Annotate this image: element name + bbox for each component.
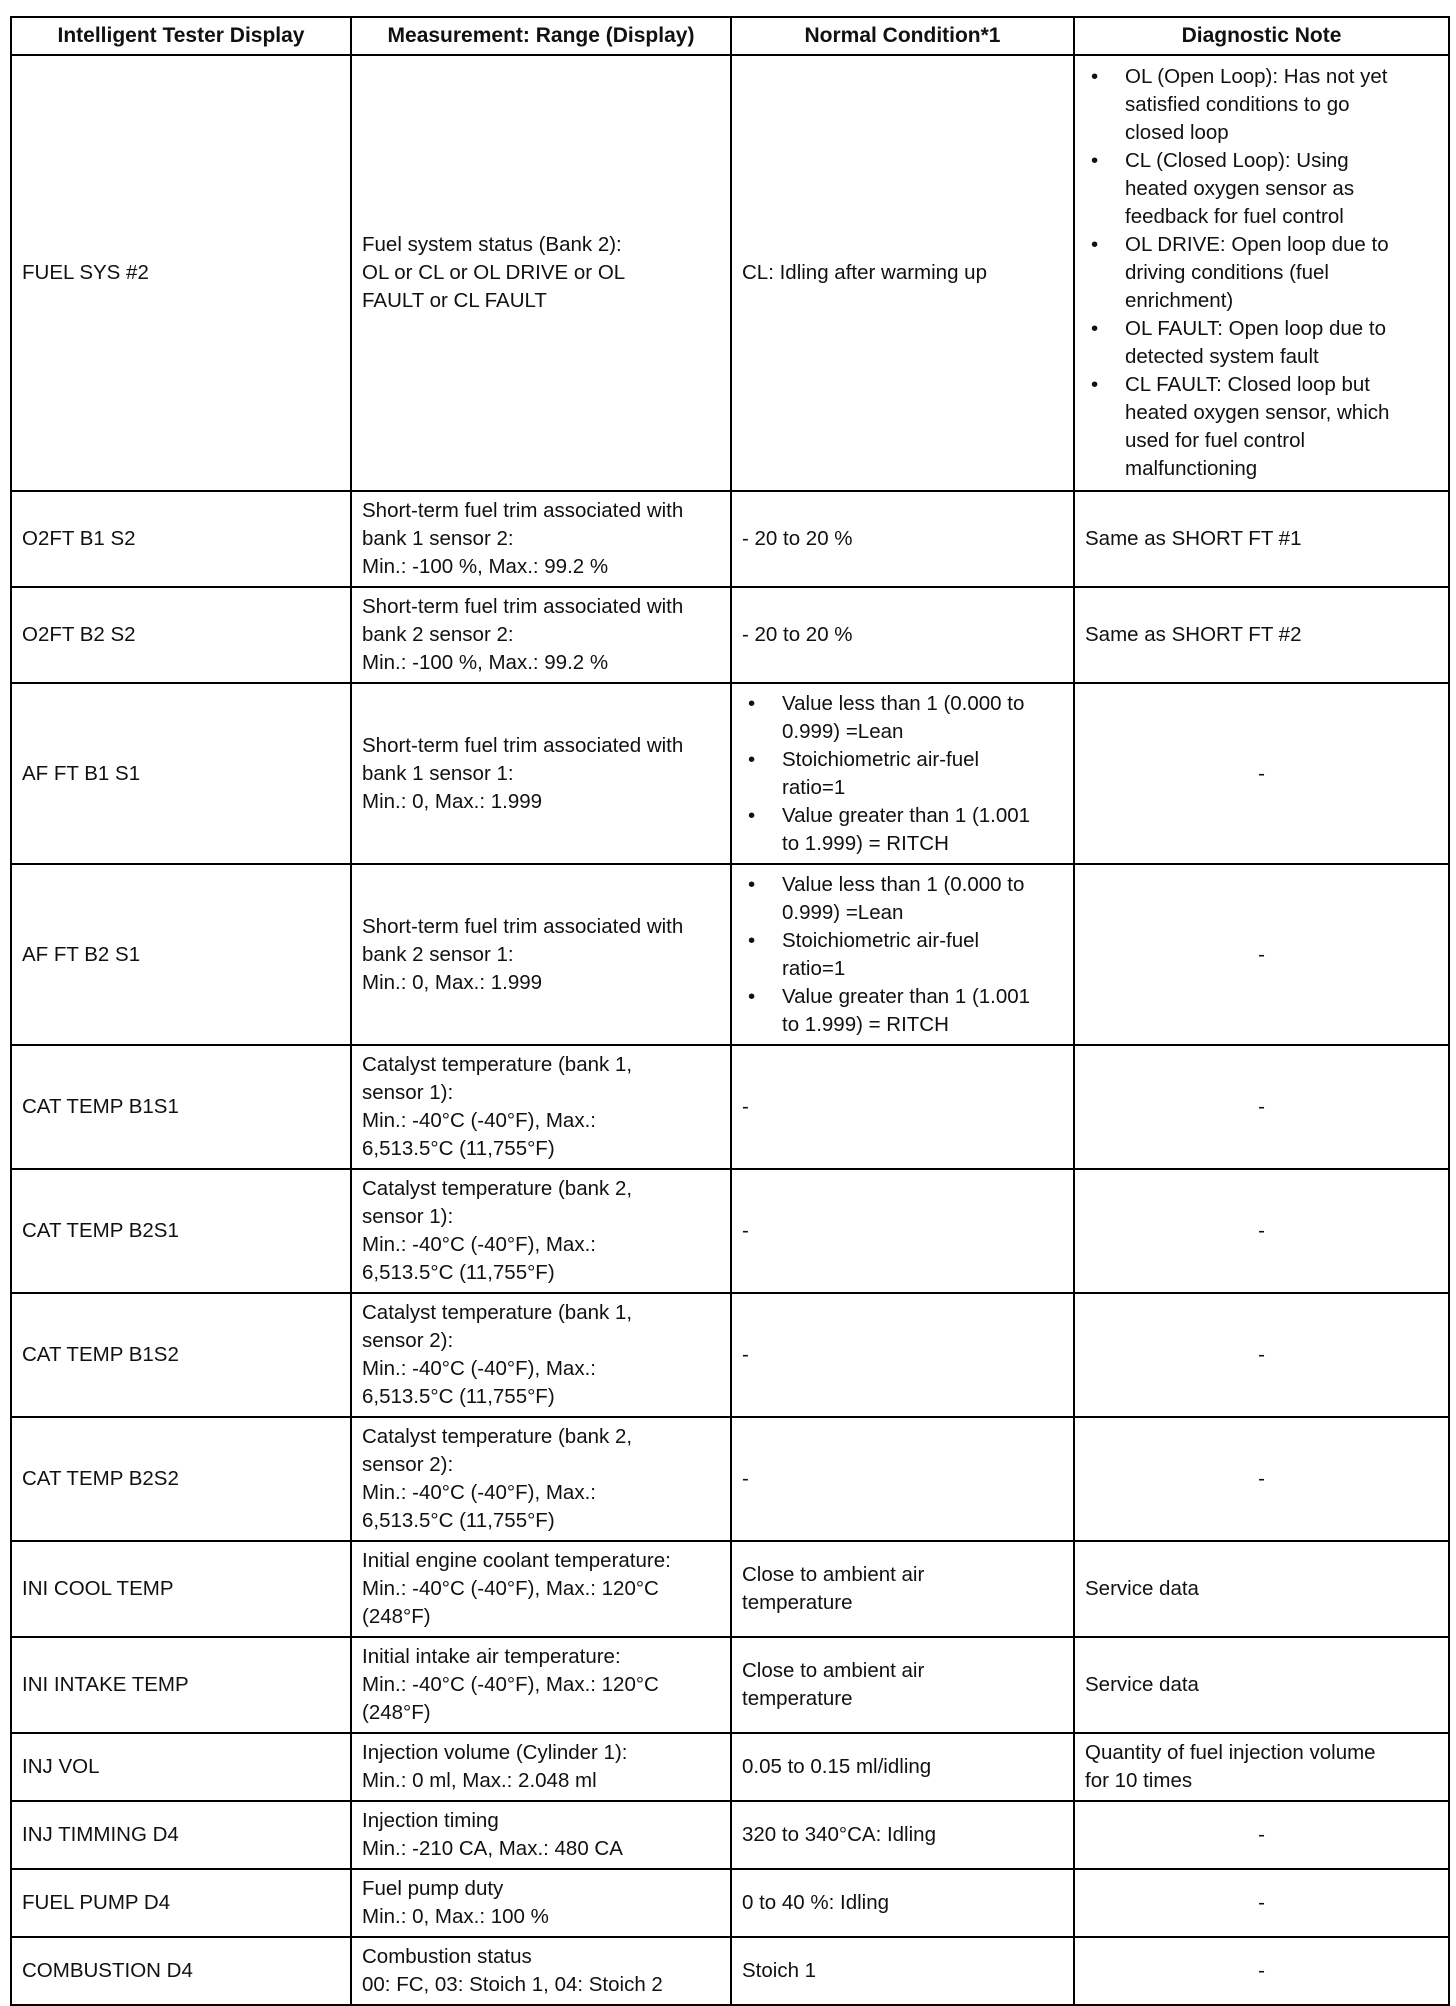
diagnostic-note-cell: - (1074, 1293, 1449, 1417)
tester-display-cell: FUEL SYS #2 (11, 55, 351, 491)
cell-text-line: FAULT or CL FAULT (362, 289, 547, 312)
header-measurement-range: Measurement: Range (Display) (351, 17, 731, 55)
bullet-text-line: • OL FAULT: Open loop due to (1125, 317, 1386, 340)
cell-text-line: for 10 times (1085, 1769, 1193, 1792)
measurement-cell (351, 864, 731, 1045)
tester-display-cell: INJ TIMMING D4 (11, 1801, 351, 1869)
bullet-item (1085, 315, 1438, 371)
cell-text-line: Close to ambient air (742, 1659, 925, 1682)
normal-condition-cell: - 20 to 20 % (731, 587, 1074, 683)
tester-display-cell: COMBUSTION D4 (11, 1937, 351, 2005)
measurement-cell (351, 491, 731, 587)
cell-text-line: Min.: -40°C (-40°F), Max.: 120°C (362, 1673, 659, 1696)
table-row (11, 864, 1449, 1045)
diagnostic-note-cell: Service data (1074, 1637, 1449, 1733)
normal-condition-cell: - (731, 1045, 1074, 1169)
bullet-list (1085, 63, 1438, 483)
bullet-text-line: enrichment) (1125, 289, 1234, 312)
cell-text-line: Fuel pump duty (362, 1877, 504, 1900)
normal-condition-cell: - 20 to 20 % (731, 491, 1074, 587)
bullet-text-line: used for fuel control (1125, 429, 1306, 452)
table-row (11, 1169, 1449, 1293)
normal-condition-cell: - (731, 1293, 1074, 1417)
bullet-text-line: ratio=1 (782, 956, 846, 980)
bullet-text-line: • CL (Closed Loop): Using (1125, 149, 1349, 172)
bullet-text-line: heated oxygen sensor as (1125, 177, 1355, 200)
bullet-item (742, 983, 1063, 1039)
bullet-text-line: • OL (Open Loop): Has not yet (1125, 65, 1388, 88)
cell-text-line: Catalyst temperature (bank 2, (362, 1177, 633, 1200)
cell-text-line: Catalyst temperature (bank 1, (362, 1053, 633, 1076)
tester-display-cell: O2FT B1 S2 (11, 491, 351, 587)
bullet-item (742, 690, 1063, 746)
diagnostic-note-cell: - (1074, 864, 1449, 1045)
cell-text-line: Catalyst temperature (bank 2, (362, 1425, 633, 1448)
cell-text-line: sensor 1): (362, 1205, 454, 1228)
tester-display-cell: CAT TEMP B1S1 (11, 1045, 351, 1169)
bullet-text-line: • Value less than 1 (0.000 to (782, 691, 1025, 715)
cell-text-line: Fuel system status (Bank 2): (362, 233, 622, 256)
table-row (11, 1869, 1449, 1937)
diagnostic-note-cell: Same as SHORT FT #1 (1074, 491, 1449, 587)
bullet-text-line: to 1.999) = RITCH (782, 1012, 949, 1036)
tester-display-cell: O2FT B2 S2 (11, 587, 351, 683)
table-row (11, 1637, 1449, 1733)
measurement-cell (351, 1417, 731, 1541)
cell-text-line: Min.: 0, Max.: 1.999 (362, 970, 543, 994)
diagnostic-note-cell: - (1074, 683, 1449, 864)
diagnostic-note-cell: - (1074, 1045, 1449, 1169)
header-diagnostic-note: Diagnostic Note (1074, 17, 1449, 55)
cell-text-line: (248°F) (362, 1605, 431, 1628)
diagnostic-data-table (10, 16, 1450, 2006)
cell-text-line: Min.: -100 %, Max.: 99.2 % (362, 555, 609, 578)
bullet-text-line: malfunctioning (1125, 457, 1258, 480)
cell-text-line: bank 1 sensor 1: (362, 761, 514, 785)
bullet-item (1085, 63, 1438, 147)
cell-text-line: Injection timing (362, 1809, 499, 1832)
bullet-list (742, 690, 1063, 858)
diagnostic-note-cell: - (1074, 1417, 1449, 1541)
cell-text-line: Initial engine coolant temperature: (362, 1549, 671, 1572)
bullet-text-line: • Value greater than 1 (1.001 (782, 803, 1031, 827)
table-row (11, 1801, 1449, 1869)
measurement-cell (351, 1541, 731, 1637)
bullet-text-line: satisfied conditions to go (1125, 93, 1350, 116)
bullet-item (742, 927, 1063, 983)
cell-text-line: bank 1 sensor 2: (362, 527, 514, 550)
bullet-text-line: • Value greater than 1 (1.001 (782, 984, 1031, 1008)
cell-text-line: temperature (742, 1687, 853, 1710)
cell-text-line: Injection volume (Cylinder 1): (362, 1741, 628, 1764)
cell-text-line: 6,513.5°C (11,755°F) (362, 1261, 555, 1284)
table-row (11, 1937, 1449, 2005)
bullet-text-line: feedback for fuel control (1125, 205, 1344, 228)
cell-text-line: Short-term fuel trim associated with (362, 595, 684, 618)
cell-text-line: Close to ambient air (742, 1563, 925, 1586)
cell-text-line: bank 2 sensor 2: (362, 623, 514, 646)
bullet-text-line: • CL FAULT: Closed loop but (1125, 373, 1370, 396)
cell-text-line: temperature (742, 1591, 853, 1614)
bullet-text-line: heated oxygen sensor, which (1125, 401, 1390, 424)
header-normal-condition: Normal Condition*1 (731, 17, 1074, 55)
diagnostic-note-cell: - (1074, 1801, 1449, 1869)
table-row (11, 683, 1449, 864)
bullet-list (742, 871, 1063, 1039)
table-row (11, 1293, 1449, 1417)
tester-display-cell: INJ VOL (11, 1733, 351, 1801)
cell-text-line: Min.: -40°C (-40°F), Max.: (362, 1357, 596, 1380)
bullet-text-line: 0.999) =Lean (782, 900, 904, 924)
cell-text-line: Min.: 0 ml, Max.: 2.048 ml (362, 1769, 597, 1792)
cell-text-line: Combustion status (362, 1945, 532, 1968)
measurement-cell (351, 1869, 731, 1937)
normal-condition-cell (731, 1637, 1074, 1733)
cell-text-line: Min.: -40°C (-40°F), Max.: (362, 1109, 596, 1132)
diagnostic-note-cell (1074, 1733, 1449, 1801)
bullet-text-line: • Stoichiometric air-fuel (782, 928, 980, 952)
table-row (11, 1045, 1449, 1169)
normal-condition-cell: 320 to 340°CA: Idling (731, 1801, 1074, 1869)
cell-text-line: Min.: -210 CA, Max.: 480 CA (362, 1837, 623, 1860)
cell-text-line: sensor 2): (362, 1453, 454, 1476)
cell-text-line: Min.: -40°C (-40°F), Max.: 120°C (362, 1577, 659, 1600)
normal-condition-cell (731, 1541, 1074, 1637)
tester-display-cell: INI COOL TEMP (11, 1541, 351, 1637)
cell-text-line: 6,513.5°C (11,755°F) (362, 1509, 555, 1532)
cell-text-line: Min.: -40°C (-40°F), Max.: (362, 1481, 596, 1504)
table-row (11, 1417, 1449, 1541)
measurement-cell (351, 1293, 731, 1417)
measurement-cell (351, 1637, 731, 1733)
cell-text-line: Short-term fuel trim associated with (362, 914, 684, 938)
diagnostic-note-cell (1074, 55, 1449, 491)
diagnostic-note-cell: - (1074, 1169, 1449, 1293)
cell-text-line: Quantity of fuel injection volume (1085, 1741, 1376, 1764)
tester-display-cell: CAT TEMP B1S2 (11, 1293, 351, 1417)
bullet-text-line: to 1.999) = RITCH (782, 831, 949, 855)
table-row (11, 1733, 1449, 1801)
tester-display-cell: INI INTAKE TEMP (11, 1637, 351, 1733)
normal-condition-cell (731, 683, 1074, 864)
bullet-text-line: ratio=1 (782, 775, 846, 799)
tester-display-cell: CAT TEMP B2S2 (11, 1417, 351, 1541)
table-row (11, 55, 1449, 491)
diagnostic-note-cell: Service data (1074, 1541, 1449, 1637)
measurement-cell (351, 1169, 731, 1293)
bullet-item (1085, 231, 1438, 315)
cell-text-line: bank 2 sensor 1: (362, 942, 514, 966)
diagnostic-note-cell: - (1074, 1869, 1449, 1937)
cell-text-line: Min.: 0, Max.: 100 % (362, 1905, 549, 1928)
bullet-text-line: detected system fault (1125, 345, 1319, 368)
normal-condition-cell: Stoich 1 (731, 1937, 1074, 2005)
bullet-item (742, 871, 1063, 927)
cell-text-line: sensor 2): (362, 1329, 454, 1352)
normal-condition-cell: - (731, 1417, 1074, 1541)
cell-text-line: Short-term fuel trim associated with (362, 499, 684, 522)
bullet-text-line: 0.999) =Lean (782, 719, 904, 743)
measurement-cell (351, 1045, 731, 1169)
cell-text-line: Initial intake air temperature: (362, 1645, 621, 1668)
cell-text-line: 6,513.5°C (11,755°F) (362, 1137, 555, 1160)
measurement-cell (351, 55, 731, 491)
tester-display-cell: AF FT B2 S1 (11, 864, 351, 1045)
measurement-cell (351, 1733, 731, 1801)
diagnostic-note-cell: - (1074, 1937, 1449, 2005)
table-row (11, 1541, 1449, 1637)
header-row (11, 17, 1449, 55)
bullet-text-line: • Stoichiometric air-fuel (782, 747, 980, 771)
cell-text-line: 00: FC, 03: Stoich 1, 04: Stoich 2 (362, 1973, 663, 1996)
normal-condition-cell: - (731, 1169, 1074, 1293)
normal-condition-cell: 0 to 40 %: Idling (731, 1869, 1074, 1937)
table-row (11, 587, 1449, 683)
cell-text-line: Min.: -100 %, Max.: 99.2 % (362, 651, 609, 674)
cell-text-line: Min.: -40°C (-40°F), Max.: (362, 1233, 596, 1256)
bullet-text-line: • Value less than 1 (0.000 to (782, 872, 1025, 896)
cell-text-line: 6,513.5°C (11,755°F) (362, 1385, 555, 1408)
normal-condition-cell (731, 864, 1074, 1045)
cell-text-line: Min.: 0, Max.: 1.999 (362, 789, 543, 813)
bullet-text-line: • OL DRIVE: Open loop due to (1125, 233, 1389, 256)
cell-text-line: Short-term fuel trim associated with (362, 733, 684, 757)
bullet-item (1085, 147, 1438, 231)
bullet-item (1085, 371, 1438, 483)
cell-text-line: Catalyst temperature (bank 1, (362, 1301, 633, 1324)
cell-text-line: OL or CL or OL DRIVE or OL (362, 261, 626, 284)
tester-display-cell: CAT TEMP B2S1 (11, 1169, 351, 1293)
diagnostic-note-cell: Same as SHORT FT #2 (1074, 587, 1449, 683)
tester-display-cell: AF FT B1 S1 (11, 683, 351, 864)
normal-condition-cell: 0.05 to 0.15 ml/idling (731, 1733, 1074, 1801)
bullet-item (742, 746, 1063, 802)
bullet-text-line: closed loop (1125, 121, 1229, 144)
table-row (11, 491, 1449, 587)
tester-display-cell: FUEL PUMP D4 (11, 1869, 351, 1937)
measurement-cell (351, 587, 731, 683)
measurement-cell (351, 1937, 731, 2005)
cell-text-line: sensor 1): (362, 1081, 454, 1104)
cell-text-line: (248°F) (362, 1701, 431, 1724)
header-tester-display: Intelligent Tester Display (11, 17, 351, 55)
bullet-item (742, 802, 1063, 858)
normal-condition-cell: CL: Idling after warming up (731, 55, 1074, 491)
bullet-text-line: driving conditions (fuel (1125, 261, 1329, 284)
measurement-cell (351, 683, 731, 864)
measurement-cell (351, 1801, 731, 1869)
